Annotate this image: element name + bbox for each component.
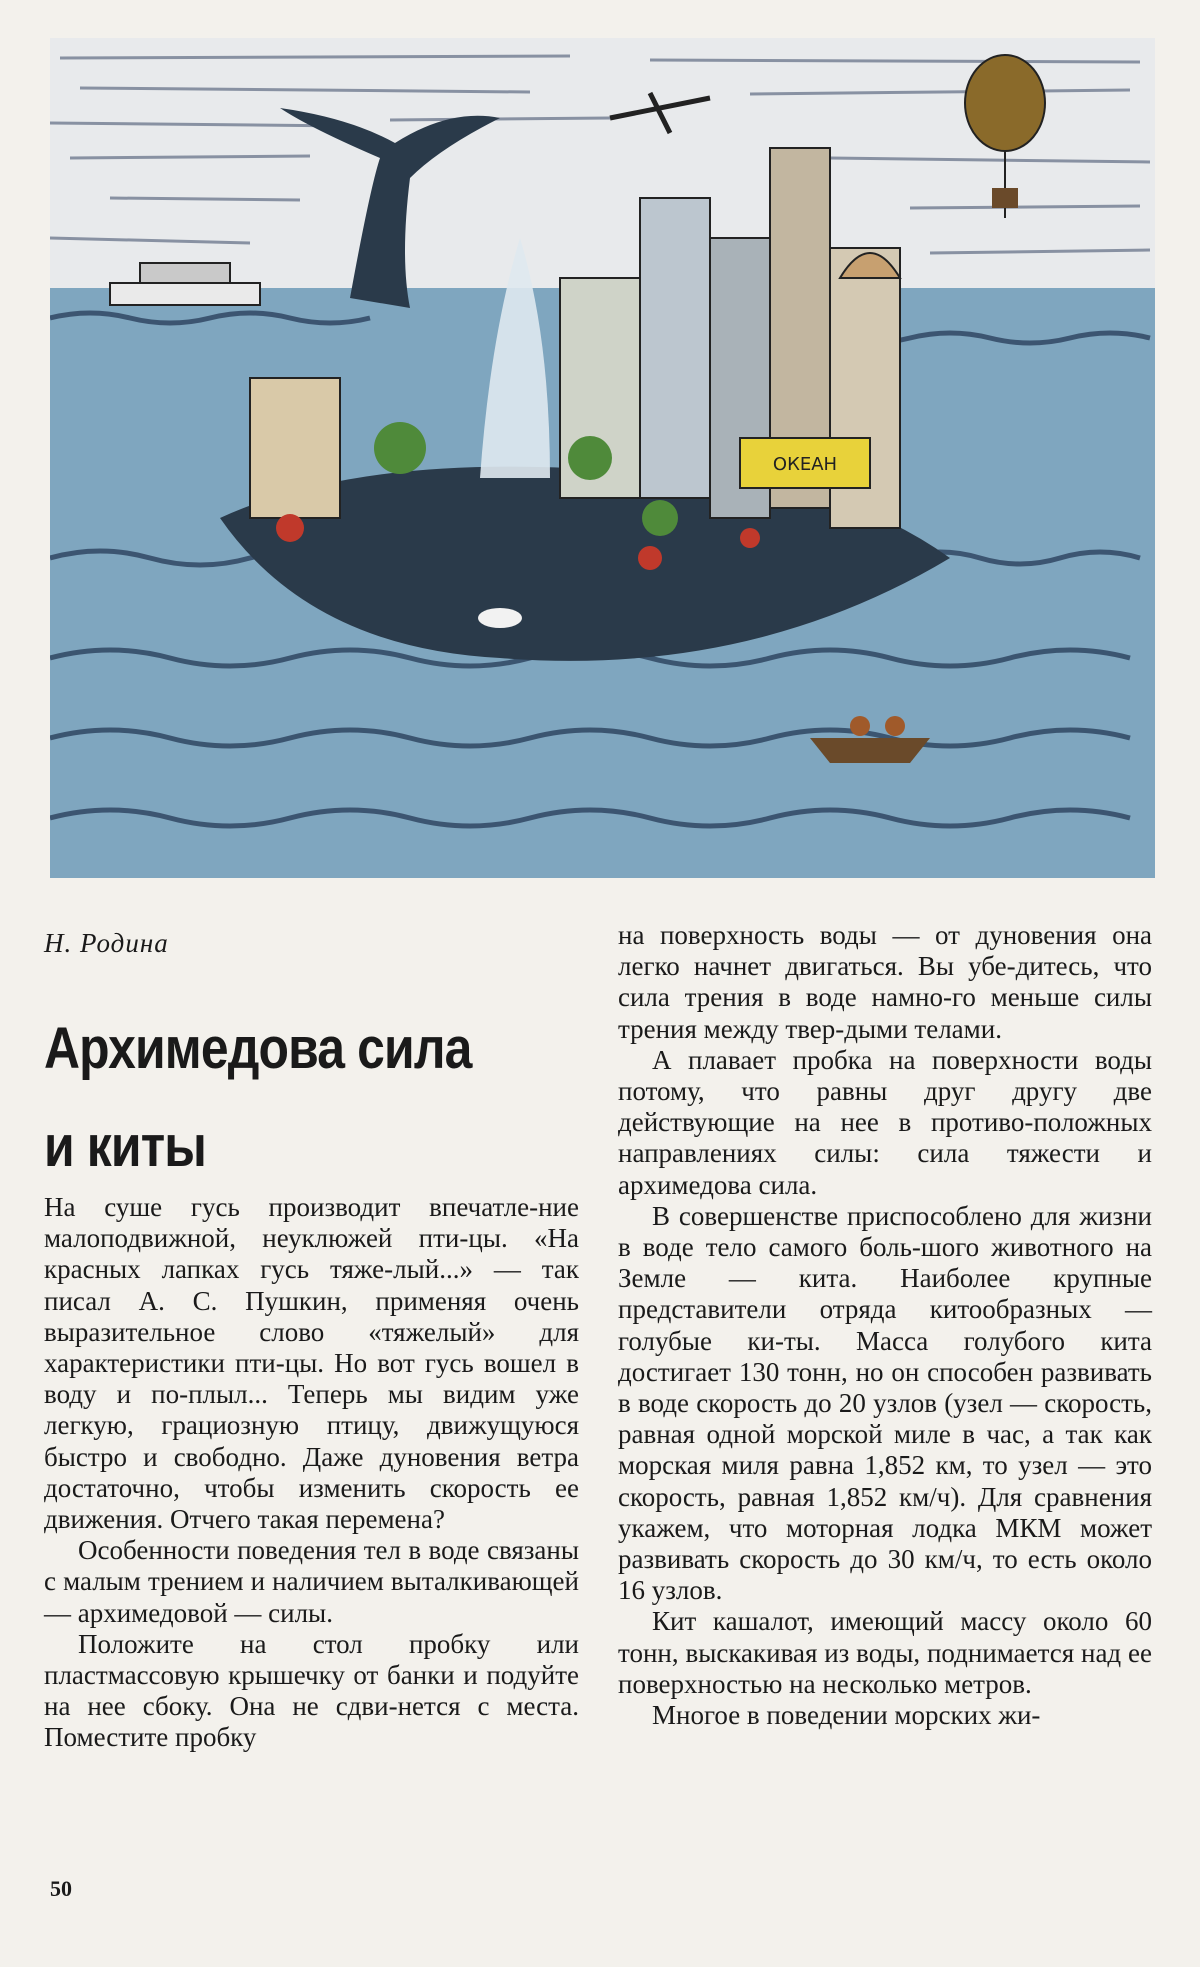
paragraph: Положите на стол пробку или пластмассовую крышечку от банки и подуйте на нее сбоку. Она не сдви-нется с места. Поместите пробку xyxy=(44,1628,579,1753)
paragraph: Кит кашалот, имеющий массу около 60 тонн, выскакивая из воды, поднимается над ее поверхностью на несколько метров. xyxy=(618,1606,1152,1699)
paragraph: В совершенстве приспособлено для жизни в воде тело самого боль-шого животного на Земле — кита. Наиболее крупные представители отряда китообразных — голубые ки-ты. Масса голубого кита достигает 130 тонн, но он способен развивать в воде скорость до 20 узлов (узел — скорость, равная одной морской миле в час, а так как морская миля равна 1,852 км, то узел — это скорость, равная 1,852 км/ч). Для сравнения укажем, что моторная лодка МКМ может развивать скорость до 30 км/ч, то есть около 16 узлов. xyxy=(618,1200,1152,1606)
left-column xyxy=(44,1192,579,1754)
whale-city-illustration xyxy=(50,38,1155,878)
okean-sign: ОКЕАН xyxy=(772,454,838,475)
paragraph: на поверхность воды — от дуновения она легко начнет двигаться. Вы убе-дитесь, что сила трения в воде намно-го меньше силы трения между твер-дыми телами. xyxy=(618,920,1152,1044)
paragraph: А плавает пробка на поверхности воды потому, что равны друг другу две действующие на нее в противо-положных направлениях силы: сила тяжести и архимедова сила. xyxy=(618,1044,1152,1200)
title-line-2: и киты xyxy=(44,1114,207,1179)
paragraph: Многое в поведении морских жи- xyxy=(652,1700,1041,1731)
author-name: Н. Родина xyxy=(44,928,169,958)
title-line-1: Архимедова сила xyxy=(44,1016,472,1081)
paragraph: На суше гусь производит впечатле-ние малоподвижной, неуклюжей пти-цы. «На красных лапках гусь тяже-лый...» — так писал А. С. Пушкин, применяя очень выразительное слово «тяжелый» для характеристики пти-цы. Но вот гусь вошел в воду и по-плыл... Теперь мы видим уже легкую, грациозную птицу, движущуюся быстро и свободно. Даже дуновения ветра достаточно, чтобы изменить скорость ее движения. Отчего такая перемена? xyxy=(44,1192,579,1535)
page-number: 50 xyxy=(50,1876,72,1901)
right-column xyxy=(618,920,1152,1731)
paragraph: Особенности поведения тел в воде связаны с малым трением и наличием выталкивающей — архимедовой — силы. xyxy=(44,1535,579,1628)
article-title xyxy=(44,1000,526,1196)
